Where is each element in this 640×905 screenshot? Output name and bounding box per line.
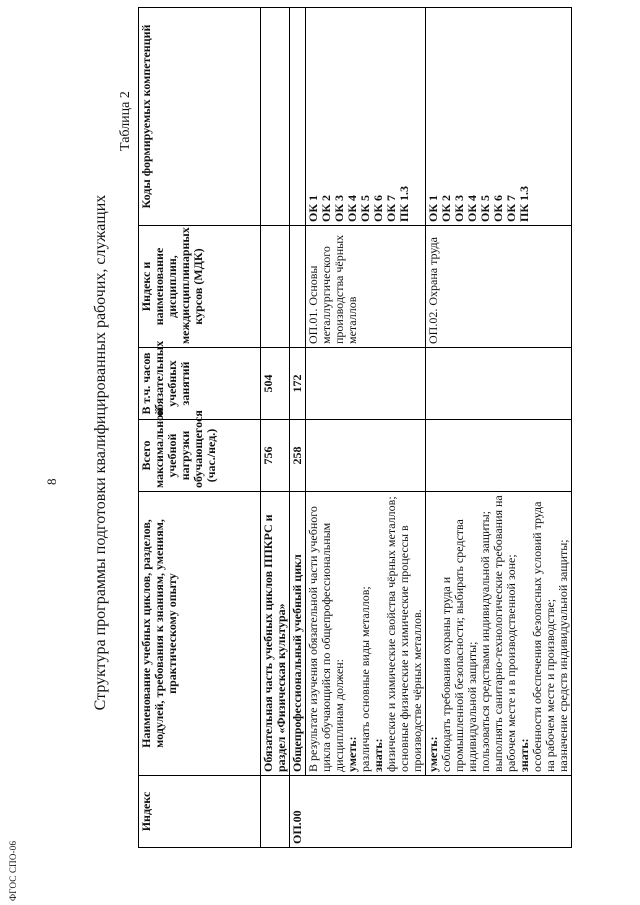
op-max-load: 258 bbox=[290, 420, 306, 492]
op01-requirements: В результате изучения обязательной части учебного цикла обучающийся по общепрофессиональным дисциплинам должен: уметь: различать основные виды металлов; знать: физические и химические свойства чёрных металлов; основные физические и химические процессы в производстве чёрных металлов. bbox=[306, 492, 426, 776]
mandatory-hours: 504 bbox=[261, 348, 290, 420]
document-code: ФГОС СПО-06 bbox=[8, 840, 18, 901]
table-caption: Таблица 2 bbox=[118, 91, 133, 151]
mandatory-part-name: Обязательная часть учебных циклов ППКРС и раздел «Физическая культура» bbox=[261, 492, 290, 776]
op-index: ОП.00 bbox=[290, 776, 306, 848]
op02-discipline: ОП.02. Охрана труда bbox=[426, 226, 572, 348]
mandatory-max-load: 756 bbox=[261, 420, 290, 492]
col-header-name: Наименование учебных циклов, разделов, модулей, требования к знаниям, умениям, практическому опыту bbox=[139, 492, 261, 776]
op01-discipline: ОП.01. Основы металлургического производства чёрных металлов bbox=[306, 226, 426, 348]
col-header-competencies: Коды формируемых компетенций bbox=[139, 8, 261, 226]
table-row-op bbox=[290, 8, 306, 848]
col-header-discipline: Индекс и наименование дисциплин, междисциплинарных курсов (МДК) bbox=[139, 226, 261, 348]
table-row-op02 bbox=[426, 8, 572, 848]
table-header-row bbox=[139, 8, 261, 848]
table-row-op01 bbox=[306, 8, 426, 848]
op-cycle-name: Общепрофессиональный учебный цикл bbox=[290, 492, 306, 776]
page-number: 8 bbox=[44, 478, 59, 485]
op02-competency-codes: ОК 1 ОК 2 ОК 3 ОК 4 ОК 5 ОК 6 ОК 7 ПК 1.3 bbox=[426, 8, 572, 226]
col-header-max-load: Всего максимальной учебной нагрузки обучающегося (час./нед.) bbox=[139, 420, 261, 492]
structure-table bbox=[138, 7, 572, 848]
table-row-mandatory bbox=[261, 8, 290, 848]
op02-requirements: уметь: соблюдать требования охраны труда и промышленной безопасности; выбирать средства индивидуальной защиты; пользоваться средствами индивидуальной защиты; выполнять санитарно-технологические требования на рабочем месте и в производственной зоне; знать: особенности обеспечения безопасных условий труда на рабочем месте и производстве; назначение средств индивидуальной защиты; bbox=[426, 492, 572, 776]
page-heading: Структура программы подготовки квалифицированных рабочих, служащих bbox=[92, 194, 109, 711]
col-header-mandatory-hours: В т.ч. часов обязательных учебных занятий bbox=[139, 348, 261, 420]
col-header-index: Индекс bbox=[139, 776, 261, 848]
op01-competency-codes: ОК 1 ОК 2 ОК 3 ОК 4 ОК 5 ОК 6 ОК 7 ПК 1.3 bbox=[306, 8, 426, 226]
op-hours: 172 bbox=[290, 348, 306, 420]
